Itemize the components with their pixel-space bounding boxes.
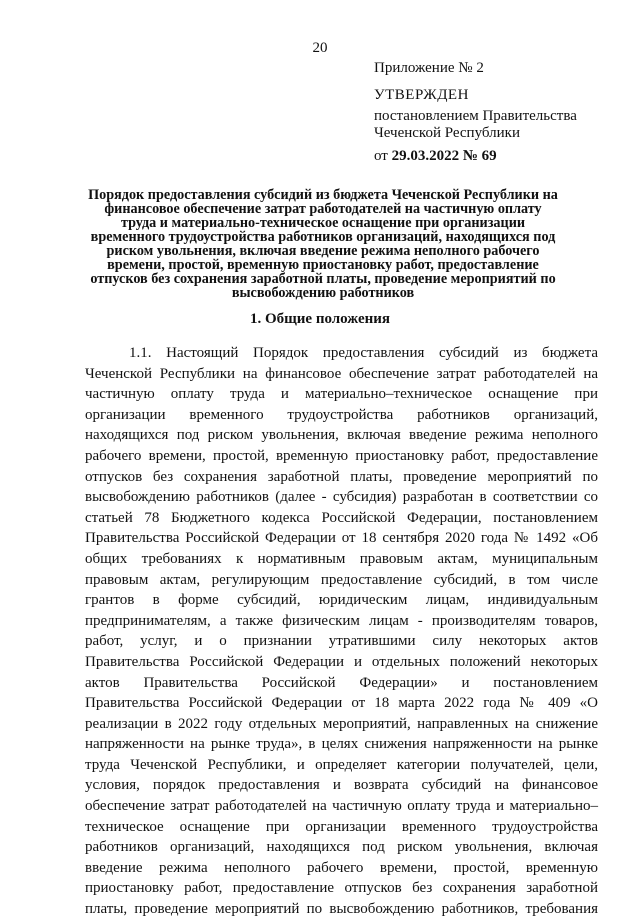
approved-by-line: постановлением Правительства — [374, 108, 577, 124]
body-line: частичную оплату труда и материально–техническое оснащение при — [85, 386, 598, 403]
approval-date — [374, 148, 624, 165]
body-line: организации временного трудоустройства работников организаций, — [85, 406, 598, 423]
body-line: работ, услуг, и о признании утратившими силу некоторых актов — [85, 633, 598, 650]
body-line: предпринимателям, а также физическим лицам - производителям товаров, — [85, 612, 598, 629]
body-line: грантов в форме субсидий, юридическим лицам, индивидуальным — [85, 592, 598, 609]
title-line: труда и материально-техническое оснащение при организации — [120, 215, 526, 231]
body-line: отпусков без сохранения заработной платы, проведение мероприятий по — [85, 468, 598, 485]
annex-label: Приложение № 2 — [374, 60, 484, 76]
body-line: находящихся под риском увольнения, включая введение режима неполного — [85, 427, 598, 444]
body-line: техническое оснащение при организации временного трудоустройства — [85, 818, 598, 835]
body-line: 1.1. Настоящий Порядок предоставления субсидий из бюджета — [129, 345, 598, 361]
section-heading: 1. Общие положения — [249, 311, 391, 327]
body-line: статьей 78 Бюджетного кодекса Российской Федерации, постановлением — [85, 509, 598, 526]
body-line: приостановку работ, предоставление отпусков без сохранения заработной — [85, 880, 598, 897]
body-line: труда Чеченской Республики, и определяет категории получателей, цели, — [85, 756, 598, 773]
body-line: Правительства Российской Федерации и отдельных положений некоторых — [85, 653, 598, 670]
body-line: высвобождению работников (далее - субсидия) разработан в соответствии со — [85, 489, 598, 506]
body-line: условия, порядок предоставления и возврата субсидий на финансовое — [85, 777, 598, 794]
date-value: 29.03.2022 № 69 — [391, 148, 497, 164]
body-line: напряженности на рынке труда», в целях снижения напряженности на рынке — [85, 736, 598, 753]
body-line: Чеченской Республики на финансовое обеспечение затрат работодателей на — [85, 365, 598, 382]
body-line: Правительства Российской Федерации от 18 сентября 2020 года № 1492 «Об — [85, 530, 598, 547]
title-line: Порядок предоставления субсидий из бюджета Чеченской Республики на — [88, 187, 558, 203]
body-line: общих требованиях к нормативным правовым актам, муниципальным — [85, 550, 598, 567]
document-title — [78, 188, 568, 300]
title-line: времени, простой, временную приостановку работ, предоставление — [107, 257, 539, 273]
title-line: высвобождению работников — [231, 285, 415, 301]
body-paragraph — [85, 343, 598, 920]
page-number: 20 — [312, 40, 328, 56]
body-line: актов Правительства Российской Федерации» и постановлением — [85, 674, 598, 691]
approved-by — [374, 108, 624, 142]
approval-block — [374, 60, 624, 165]
body-line: рабочего времени, простой, временную приостановку работ, предоставление — [85, 447, 598, 464]
body-line: платы, проведение мероприятий по высвобождению работников, требования — [85, 901, 598, 918]
title-line: финансовое обеспечение затрат работодателей на частичную оплату — [104, 201, 542, 217]
body-line: правовым актам, регулирующим предоставление субсидий, в том числе — [85, 571, 598, 588]
body-line: введение режима неполного рабочего времени, простой, временную — [85, 859, 598, 876]
approved-by-line: Чеченской Республики — [374, 125, 520, 141]
title-line: риском увольнения, включая введение режима неполного рабочего — [106, 243, 540, 259]
body-line: Правительства Российской Федерации от 18 марта 2022 года № 409 «О — [85, 695, 598, 712]
body-line: обеспечение затрат работодателей на частичную оплату труда и материально– — [85, 798, 598, 815]
approved-label: УТВЕРЖДЕН — [374, 87, 469, 103]
body-line: работников организаций, находящихся под риском увольнения, включая — [85, 839, 598, 856]
title-line: временного трудоустройства работников организаций, находящихся под — [90, 229, 556, 245]
body-line: реализации в 2022 году отдельных мероприятий, направленных на снижение — [85, 715, 598, 732]
title-line: отпусков без сохранения заработной платы, проведение мероприятий по — [90, 271, 556, 287]
date-prefix: от — [374, 148, 388, 164]
